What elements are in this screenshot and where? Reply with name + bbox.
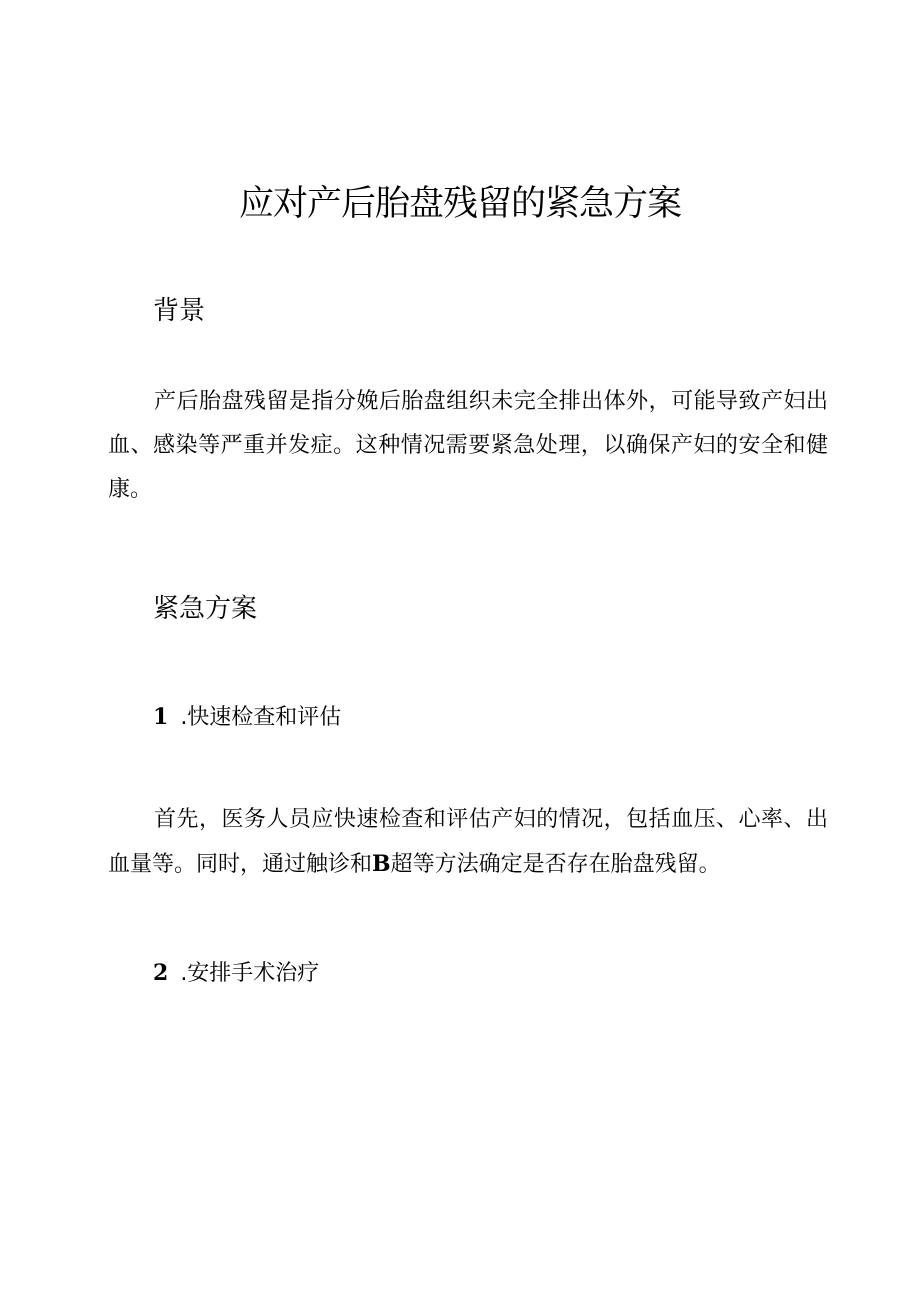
step-title: .快速检查和评估 bbox=[180, 705, 342, 730]
step-heading-2 bbox=[153, 957, 319, 990]
step-1-text-after: 超等方法确定是否存在胎盘残留。 bbox=[390, 852, 721, 877]
section-heading-emergency-plan: 紧急方案 bbox=[153, 594, 258, 624]
step-1-paragraph bbox=[108, 798, 828, 887]
section-heading-background: 背景 bbox=[153, 296, 206, 326]
step-number: 1 bbox=[153, 704, 169, 730]
step-1-text-latin: B bbox=[372, 851, 391, 877]
step-1-text-before: 首先，医务人员应快速检查和评估产妇的情况，包括血压、心率、出血量等。同时，通过触诊和 bbox=[108, 807, 828, 877]
step-title: .安排手术治疗 bbox=[180, 961, 320, 986]
background-paragraph: 产后胎盘残留是指分娩后胎盘组织未完全排出体外，可能导致产妇出血、感染等严重并发症。这种情况需要紧急处理，以确保产妇的安全和健康。 bbox=[108, 389, 828, 502]
document-title: 应对产后胎盘残留的紧急方案 bbox=[238, 184, 681, 224]
step-number: 2 bbox=[153, 960, 169, 986]
step-heading-1 bbox=[153, 701, 341, 734]
